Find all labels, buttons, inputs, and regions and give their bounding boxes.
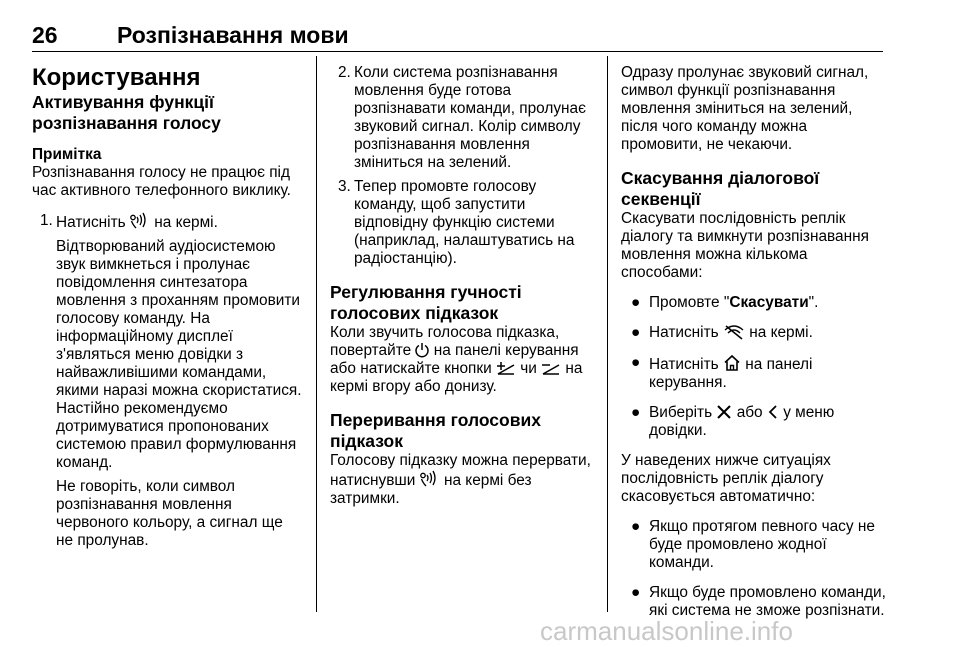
close-icon <box>716 404 732 420</box>
power-knob-icon <box>415 342 429 358</box>
voice-recognition-icon <box>130 212 150 230</box>
cancel-option-1-post: ". <box>808 294 819 311</box>
volume-text-mid: на панелі керування або натискайте кнопки <box>330 342 579 377</box>
cancel-option-3-post: на панелі керування. <box>649 356 813 391</box>
cancel-option-4-mid: або <box>736 404 763 421</box>
cancel-option-2-pre: Натисніть <box>649 324 719 341</box>
cancel-option-4 <box>621 404 889 440</box>
home-icon <box>723 354 741 372</box>
step-1 <box>32 212 302 232</box>
chevron-left-icon <box>767 404 779 420</box>
page-header <box>32 22 882 52</box>
column-3 <box>621 64 889 620</box>
bullet-dot: ● <box>631 518 641 535</box>
subsection-heading-volume: Регулювання гучності голосових підказок <box>330 282 522 323</box>
header-rule <box>32 51 883 52</box>
cancel-option-3 <box>621 354 889 392</box>
column-1 <box>32 64 302 550</box>
interrupt-paragraph <box>330 452 592 508</box>
cancel-option-2 <box>621 324 889 342</box>
column-2 <box>330 64 592 508</box>
bullet-dot: ● <box>631 404 641 421</box>
auto-cancel-case-2 <box>621 584 889 620</box>
auto-cancel-case-1-text: Якщо протягом певного часу не буде промовлено жодної команди. <box>649 518 875 571</box>
interrupt-text-post: на кермі без затримки. <box>330 472 532 507</box>
step-1-warning: Не говоріть, коли символ розпізнавання мовлення червоного кольору, а сигнал ще не пролунав. <box>56 478 283 549</box>
subsection-heading-interrupt: Переривання голосових підказок <box>330 410 541 451</box>
cancel-option-2-post: на кермі. <box>749 324 813 341</box>
interrupt-text-pre: Голосову підказку можна перервати, натиснувши <box>330 452 591 489</box>
step-3 <box>330 178 592 268</box>
subsection-heading-activate: Активування функції розпізнавання голосу <box>32 92 221 133</box>
intro-paragraph: Одразу пролунає звуковий сигнал, символ функції розпізнавання мовлення зміниться на зелений, після чого команду можна промовити, не чекаючи. <box>621 64 869 153</box>
auto-cancel-case-2-text: Якщо буде промовлено команди, які система не зможе розпізнати. <box>649 584 886 619</box>
subsection-heading-cancel: Скасування діалогової секвенції <box>621 168 820 209</box>
step-1-text-pre: Натисніть <box>56 214 126 231</box>
cancel-option-1 <box>621 294 889 312</box>
bullet-dot: ● <box>631 324 641 341</box>
volume-up-icon <box>496 360 516 376</box>
watermark: carmanualsonline.info <box>540 616 793 646</box>
cancel-option-4-pre: Виберіть <box>649 404 713 421</box>
volume-down-icon <box>541 360 561 376</box>
step-2-number: 2. <box>338 64 351 81</box>
volume-paragraph <box>330 324 592 396</box>
bullet-dot: ● <box>631 354 641 371</box>
column-divider-1 <box>316 56 317 612</box>
volume-text-post: на кермі вгору або донизу. <box>330 360 583 395</box>
step-3-text: Тепер промовте голосову команду, щоб запустити відповідну функцію системи (наприклад, налаштуватись на радіостанцію). <box>354 178 575 267</box>
cancel-option-4-post: у меню довідки. <box>649 404 835 439</box>
volume-text-or: чи <box>520 360 537 377</box>
cancel-option-3-pre: Натисніть <box>649 356 719 373</box>
auto-cancel-case-1 <box>621 518 889 572</box>
section-title: Користування <box>32 64 201 91</box>
note-text: Розпізнавання голосу не працює під час активного телефонного виклику. <box>32 164 291 199</box>
cancel-command: Скасувати <box>729 294 809 311</box>
column-divider-2 <box>607 56 608 612</box>
bullet-dot: ● <box>631 584 641 601</box>
voice-off-icon <box>723 324 745 340</box>
step-2-text: Коли система розпізнавання мовлення буде готова розпізнавати команди, пролунає звуковий сигнал. Колір символу розпізнавання мовлення зміниться на зелений. <box>354 64 586 171</box>
cancel-option-1-pre: Промовте " <box>649 294 730 311</box>
cancel-paragraph: Скасувати послідовність реплік діалогу та вимкнути розпізнавання мовлення можна кількома способами: <box>621 210 869 281</box>
step-3-number: 3. <box>338 178 351 195</box>
step-1-text-post: на кермі. <box>154 214 218 231</box>
page-number: 26 <box>32 22 58 48</box>
voice-recognition-icon <box>420 470 440 488</box>
volume-text-pre: Коли звучить голосова підказка, повертайте <box>330 324 560 359</box>
auto-cancel-paragraph: У наведених нижче ситуаціях послідовність реплік діалогу скасовується автоматично: <box>621 452 831 505</box>
running-title: Розпізнавання мови <box>117 22 349 48</box>
step-2 <box>330 64 592 172</box>
step-1-description: Відтворюваний аудіосистемою звук вимкнеться і пролунає повідомлення синтезатора мовлення з проханням промовити голосову команду. На інформаційному дисплеї з'являться меню довідки з найважливішими командами, якими наразі можна скористатися. Настійно рекомендуємо дотримуватися пропонованих системою правил формулювання команд. <box>56 238 302 471</box>
note-title: Примітка <box>32 146 102 163</box>
step-1-number: 1. <box>40 212 53 229</box>
bullet-dot: ● <box>631 294 641 311</box>
